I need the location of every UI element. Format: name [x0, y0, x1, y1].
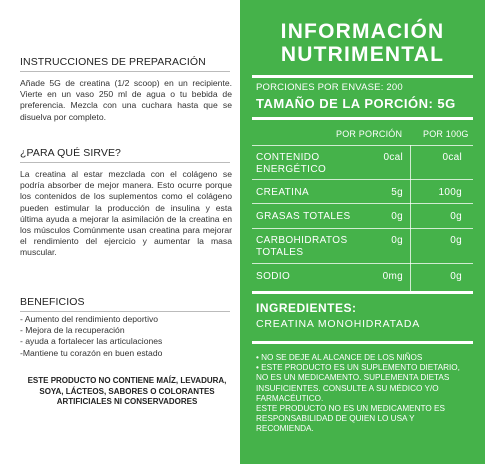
nutrient-value-per-100g: 0g [450, 211, 462, 222]
list-item: - Aumento del rendimiento deportivo [20, 314, 159, 324]
warning-item: • NO SE DEJE AL ALCANCE DE LOS NIÑOS [256, 353, 423, 362]
benefits-list [20, 314, 232, 359]
purpose-title: ¿PARA QUÉ SIRVE? [20, 147, 121, 159]
list-item: -Mantiene tu corazón en buen estado [20, 347, 163, 358]
nutrient-value-per-100g: 0cal [442, 152, 462, 163]
nutrient-value-per-100g: 0g [450, 271, 462, 282]
nutrient-value-per-serving: 0g [391, 235, 403, 246]
purpose-text: La creatina al estar mezclada con el colágeno se podría absorber de mejor manera. Esto ocurre porque los contenidos de los suplementos como el colágeno pueden estimular la producción de insulina y esta última ayuda a mejorar la asimilación de la creatina en los músculos Comúnmente usan creatina para mejorar el rendimiento del ejercicio y aumentar la masa muscular. [20, 169, 232, 258]
list-item: - Mejora de la recuperación [20, 325, 125, 336]
nutrient-label-creatine: CREATINA [256, 187, 310, 198]
benefits-title: BENEFICIOS [20, 296, 85, 308]
column-separator [410, 145, 411, 291]
nutrient-value-per-serving: 0g [391, 211, 403, 222]
instructions-column [0, 0, 236, 464]
divider [252, 203, 473, 204]
nutrient-label-carbohydrates: CARBOHIDRATOS TOTALES [256, 235, 348, 258]
nutrition-panel [240, 0, 485, 464]
nutrient-value-per-serving: 0cal [383, 152, 403, 163]
warning-item: ESTE PRODUCTO NO ES UN MEDICAMENTO ES RESPONSABILIDAD DE QUIEN LO USA Y RECOMIENDA. [256, 404, 445, 434]
nutrient-value-per-100g: 100g [438, 187, 462, 198]
divider [252, 145, 473, 146]
divider [20, 162, 230, 163]
column-header-per-100g: POR 100G [423, 129, 469, 139]
allergen-disclaimer: ESTE PRODUCTO NO CONTIENE MAÍZ, LEVADURA, SOYA, LÁCTEOS, SABORES O COLORANTES ARTIFICIALES NI CONSERVADORES [27, 376, 227, 407]
divider [252, 228, 473, 229]
divider [252, 117, 473, 120]
divider [252, 179, 473, 180]
nutrient-label-total-fat: GRASAS TOTALES [256, 211, 351, 222]
nutrition-title-line-1: INFORMACIÓN [280, 20, 445, 43]
nutrient-value-per-serving: 0mg [382, 271, 403, 282]
divider [252, 263, 473, 264]
ingredients-title: INGREDIENTES: [256, 301, 357, 315]
servings-per-container: PORCIONES POR ENVASE: 200 [256, 82, 403, 93]
warnings [256, 353, 474, 435]
nutrient-label-sodium: SODIO [256, 271, 291, 282]
nutrient-value-per-serving: 5g [391, 187, 403, 198]
warning-item: • ESTE PRODUCTO ES UN SUPLEMENTO DIETARIO, NO ES UN MEDICAMENTO. SUPLEMENTA DIETAS INSUFICIENTES. CONSULTE A SU MÉDICO Y/O FARMACÉUTICO. [256, 363, 460, 403]
list-item: - ayuda a fortalecer las articulaciones [20, 336, 163, 347]
ingredients-list: CREATINA MONOHIDRATADA [256, 318, 421, 330]
nutrition-title [240, 20, 485, 66]
nutrient-label-energy: CONTENIDO ENERGÉTICO [256, 152, 327, 175]
nutrition-title-line-2: NUTRIMENTAL [280, 43, 445, 66]
serving-size: TAMAÑO DE LA PORCIÓN: 5G [256, 96, 456, 111]
divider [252, 291, 473, 294]
column-header-per-serving: POR PORCIÓN [336, 129, 403, 139]
instructions-text: Añade 5G de creatina (1/2 scoop) en un recipiente. Vierte en un vaso 250 ml de agua o tu bebida de preferencia. Mezcla con una cuchara hasta que se disuelva por completo. [20, 78, 232, 122]
nutrient-value-per-100g: 0g [450, 235, 462, 246]
divider [252, 75, 473, 78]
divider [20, 71, 230, 72]
divider [252, 341, 473, 344]
divider [20, 311, 230, 312]
instructions-title: INSTRUCCIONES DE PREPARACIÓN [20, 56, 206, 68]
